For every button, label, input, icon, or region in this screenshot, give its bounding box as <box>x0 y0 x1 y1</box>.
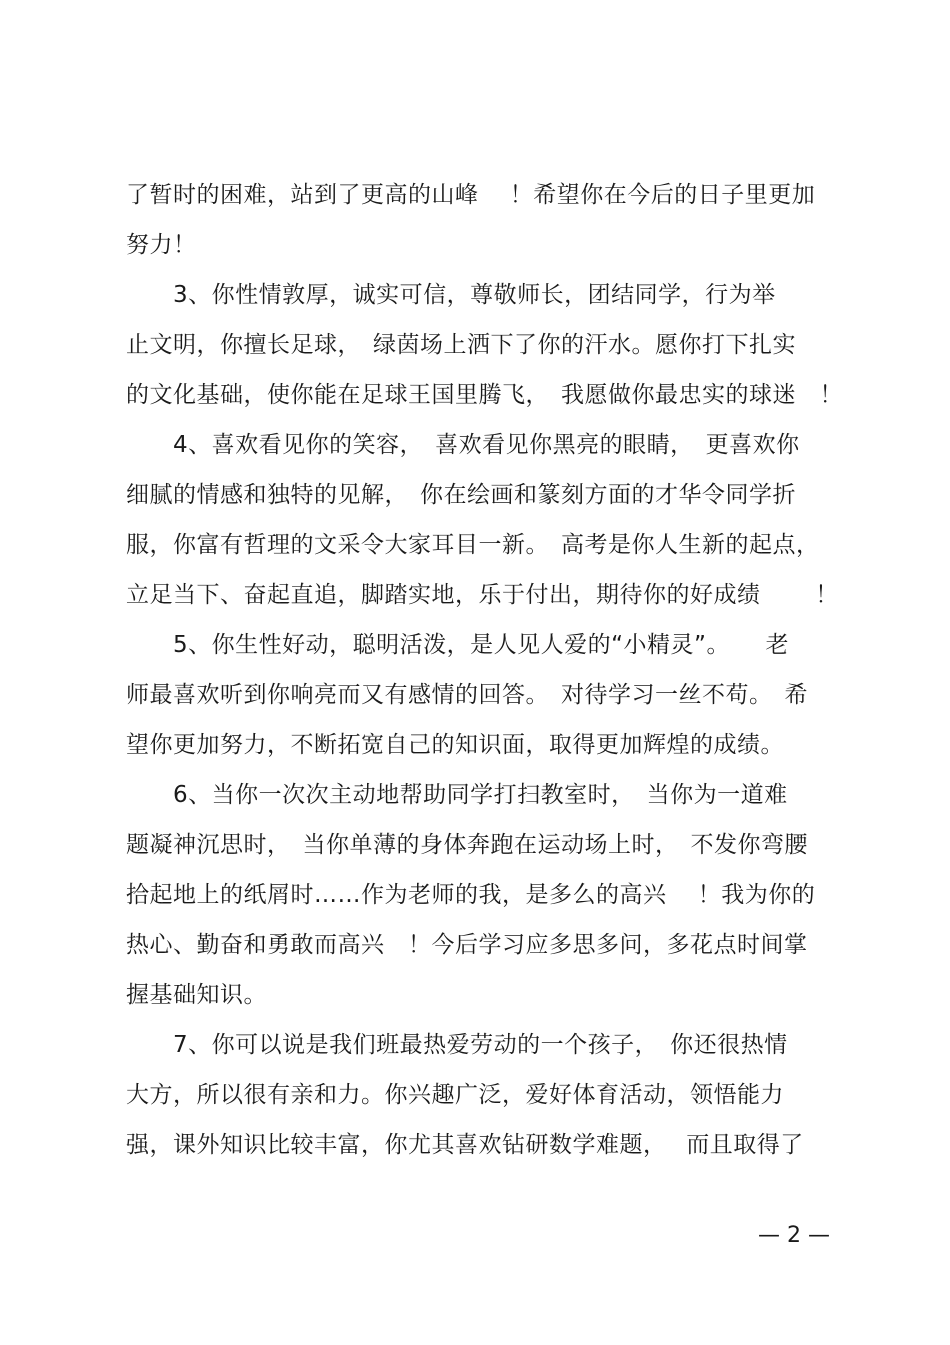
text-line: 5、你生性好动，聪明活泼，是人见人爱的“小精灵”。 老 <box>126 632 789 658</box>
text-line: 7、你可以说是我们班最热爱劳动的一个孩子， 你还很热情 <box>126 1032 788 1058</box>
text-line: 6、当你一次次主动地帮助同学打扫教室时， 当你为一道难 <box>126 782 788 808</box>
text-line: 3、你性情敦厚，诚实可信，尊敬师长，团结同学，行为举 <box>126 282 776 308</box>
text-line: 大方，所以很有亲和力。你兴趣广泛，爱好体育活动，领悟能力 <box>126 1082 784 1108</box>
text-line: 望你更加努力，不断拓宽自己的知识面，取得更加辉煌的成绩。 <box>126 732 784 758</box>
text-line: 师最喜欢听到你响亮而又有感情的回答。 对待学习一丝不苟。 希 <box>126 682 808 708</box>
text-line: 细腻的情感和独特的见解， 你在绘画和篆刻方面的才华令同学折 <box>126 482 796 508</box>
text-line: 的文化基础，使你能在足球王国里腾飞， 我愿做你最忠实的球迷 ！ <box>126 382 843 408</box>
page-number: — 2 — <box>758 1223 830 1248</box>
text-line: 服，你富有哲理的文采令大家耳目一新。 高考是你人生新的起点， <box>126 532 820 558</box>
text-line: 了暂时的困难，站到了更高的山峰 ！希望你在今后的日子里更加 <box>126 182 816 208</box>
text-line: 强，课外知识比较丰富，你尤其喜欢钻研数学难题， 而且取得了 <box>126 1132 804 1158</box>
text-line: 握基础知识。 <box>126 982 267 1008</box>
text-line: 拾起地上的纸屑时……作为老师的我，是多么的高兴 ！我为你的 <box>126 882 816 908</box>
text-line: 立足当下、奋起直追，脚踏实地，乐于付出，期待你的好成绩 ！ <box>126 582 839 608</box>
text-line: 题凝神沉思时， 当你单薄的身体奔跑在运动场上时， 不发你弯腰 <box>126 832 808 858</box>
text-line: 努力！ <box>126 232 197 258</box>
text-line: 4、喜欢看见你的笑容， 喜欢看见你黑亮的眼睛， 更喜欢你 <box>126 432 800 458</box>
text-line: 止文明，你擅长足球， 绿茵场上洒下了你的汗水。愿你打下扎实 <box>126 332 796 358</box>
text-line: 热心、勤奋和勇敢而高兴 ！今后学习应多思多问，多花点时间掌 <box>126 932 808 958</box>
